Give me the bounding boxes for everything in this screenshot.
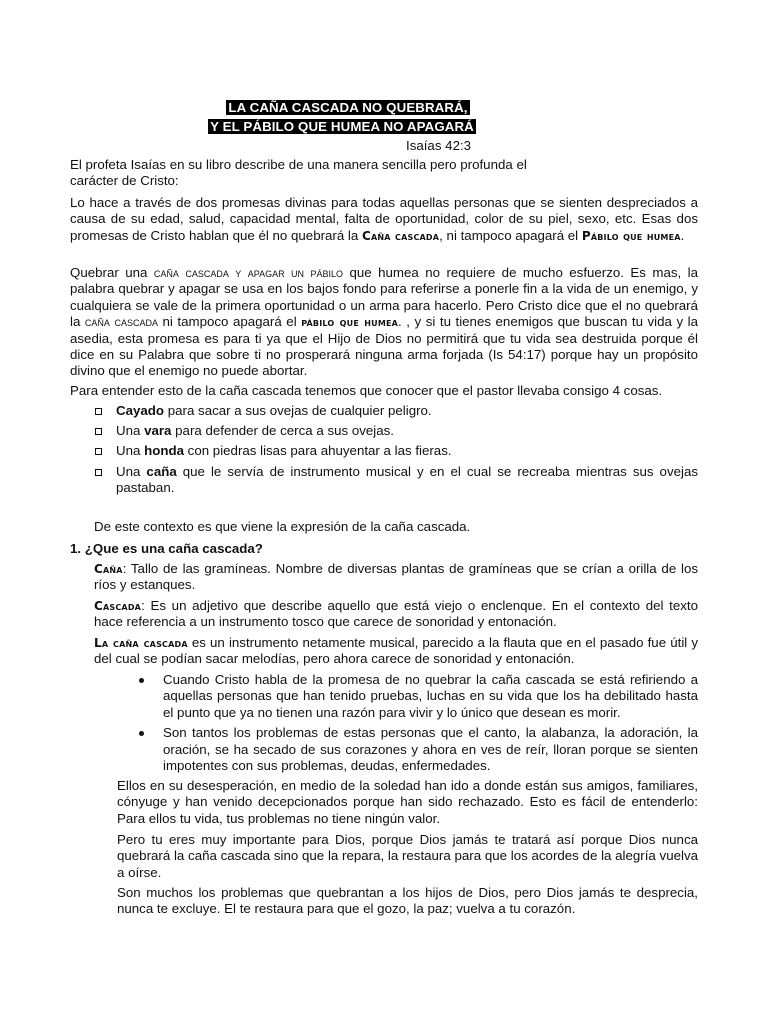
text: , ni tampoco apagará el (439, 227, 582, 243)
list-item (94, 443, 698, 459)
text: . , y si tu tienes enemigos que buscan tu vida y la asedia, esta promesa es para ti ya que el Hijo de Dios no permitirá que tu vida sea destruida porque él dice en su Palabra que sobre ti no prosperará ninguna arma forjada (Is 54:17) porque hay un propósito divino que el enemigo no puede abortar. (70, 314, 699, 379)
list-item (94, 403, 698, 419)
item-keyword: vara (144, 423, 172, 439)
bullet-icon (139, 731, 144, 736)
text: : Es un adjetivo que describe aquello que está viejo o enclenque. En el contexto del texto hace referencia a un instrumento tosco que carece de sonoridad y entonación. (94, 598, 698, 630)
bullet-list (163, 672, 698, 778)
text: : Tallo de las gramíneas. Nombre de diversas plantas de gramíneas que se crían a orilla de los ríos y estanques. (94, 561, 698, 593)
paragraph-pero: Pero tu eres muy importante para Dios, porque Dios jamás te tratará así porque Dios nunca quebrará la caña cascada sino que la repara, la restaura para que los acordes de la alegría vuelva a oírse. (117, 832, 698, 880)
square-bullet-icon (95, 448, 102, 455)
definition-cascada (94, 598, 698, 631)
definition-la-cana-cascada (94, 635, 698, 668)
text: Son tantos los problemas de estas personas que el canto, la alabanza, la adoración, la oración, se ha secado de sus corazones y ahora en ves de reír, lloran porque se sienten impotentes con sus problemas, deudas, enfermedades. (163, 725, 698, 774)
list-item (94, 423, 698, 439)
definition-cana (94, 561, 698, 594)
text: que humea no requiere de mucho esfuerzo. Es mas, la palabra quebrar y apagar se usa en los bajos fondo para referirse a ponerle fin a la vida de un enemigo, y cualquiera se vale de la primera oportunidad o un arma para hacerlo. Pero Cristo dice que el no quebrará la (70, 265, 699, 330)
title-line-2: Y EL PÁBILO QUE HUMEA NO APAGARÁ (210, 119, 474, 134)
intro-paragraph (70, 157, 698, 190)
text: Una (116, 423, 145, 439)
paragraph-pastor: Para entender esto de la caña cascada tenemos que conocer que el pastor llevaba consigo 4 cosas. (70, 383, 663, 398)
paragraph-promesas (70, 195, 698, 244)
shepherd-items-list (94, 403, 698, 500)
question-heading: 1. ¿Que es una caña cascada? (70, 541, 263, 556)
list-item (163, 672, 698, 721)
text: Cuando Cristo habla de la promesa de no quebrar la caña cascada se está refiriendo a aquellas personas que han tenido pruebas, luchas en su vida que los ha debilitado hasta el punto que ya no tienen una razón para vivir y lo único que desean es morir. (163, 672, 698, 720)
item-keyword: Cayado (116, 403, 165, 418)
term-cana: Caña (94, 562, 123, 576)
list-item (94, 464, 698, 497)
term-cana-pabilo: caña cascada y apagar un pábilo (153, 265, 344, 280)
text: . (680, 227, 685, 243)
term-cascada: Cascada (94, 599, 142, 613)
term-pabilo-2: pábilo que humea (301, 315, 399, 330)
paragraph-quebrar (70, 265, 698, 380)
text: ni tampoco apagará el (157, 314, 302, 330)
text: Quebrar una (70, 265, 154, 280)
text: Una (116, 443, 145, 459)
bullet-icon (139, 678, 144, 683)
term-cana-cascada: Caña cascada (361, 228, 440, 243)
paragraph-contexto: De este contexto es que viene la expresión de la caña cascada. (94, 519, 471, 534)
text: con piedras lisas para ahuyentar a las fieras. (183, 443, 452, 459)
square-bullet-icon (95, 428, 102, 435)
square-bullet-icon (95, 469, 102, 476)
term-la-cana-cascada: La caña cascada (94, 636, 188, 650)
text: es un instrumento netamente musical, parecido a la flauta que en el pasado fue útil y del cual se podían sacar melodías, pero ahora carece de sonoridad y entonación. (94, 635, 698, 667)
title-line-2-wrap (0, 119, 768, 134)
text: Una (116, 463, 147, 479)
text: Lo hace a través de dos promesas divinas para todas aquellas personas que se sienten despreciados a causa de su edad, salud, capacidad mental, falta de oportunidad, color de su piel, sexo, etc. Esas dos promesas de Cristo hablan que él no quebrará la (70, 195, 698, 243)
item-keyword: caña (146, 463, 177, 479)
text: para defender de cerca a sus ovejas. (171, 423, 394, 439)
paragraph-ellos: Ellos en su desesperación, en medio de la soledad han ido a donde están sus amigos, familiares, cónyuge y han venido decepcionados porque han sido rechazado. Esto es fácil de entenderlo: Para ellos tu vida, tus problemas no tiene ningún valor. (117, 778, 698, 826)
title-line-1: LA CAÑA CASCADA NO QUEBRARÁ, (228, 100, 468, 115)
term-cana-cascada-2: caña cascada (84, 314, 158, 330)
item-keyword: honda (144, 443, 184, 459)
square-bullet-icon (95, 408, 102, 415)
text: que le servía de instrumento musical y en el cual se recreaba mientras sus ovejas pastaban. (116, 463, 698, 496)
title-line-1-wrap (0, 100, 768, 115)
text: para sacar a sus ovejas de cualquier peligro. (164, 403, 432, 418)
bible-reference: Isaías 42:3 (406, 138, 472, 153)
term-pabilo: Pábilo que humea (581, 228, 681, 243)
paragraph-son: Son muchos los problemas que quebrantan a los hijos de Dios, pero Dios jamás te desprecia, nunca te excluye. El te restaura para que el gozo, la paz; vuelva a tu corazón. (117, 885, 698, 917)
intro-line-1: El profeta Isaías en su libro describe de una manera sencilla pero profunda el (70, 157, 527, 172)
intro-line-2: carácter de Cristo: (70, 173, 179, 189)
list-item (163, 725, 698, 774)
